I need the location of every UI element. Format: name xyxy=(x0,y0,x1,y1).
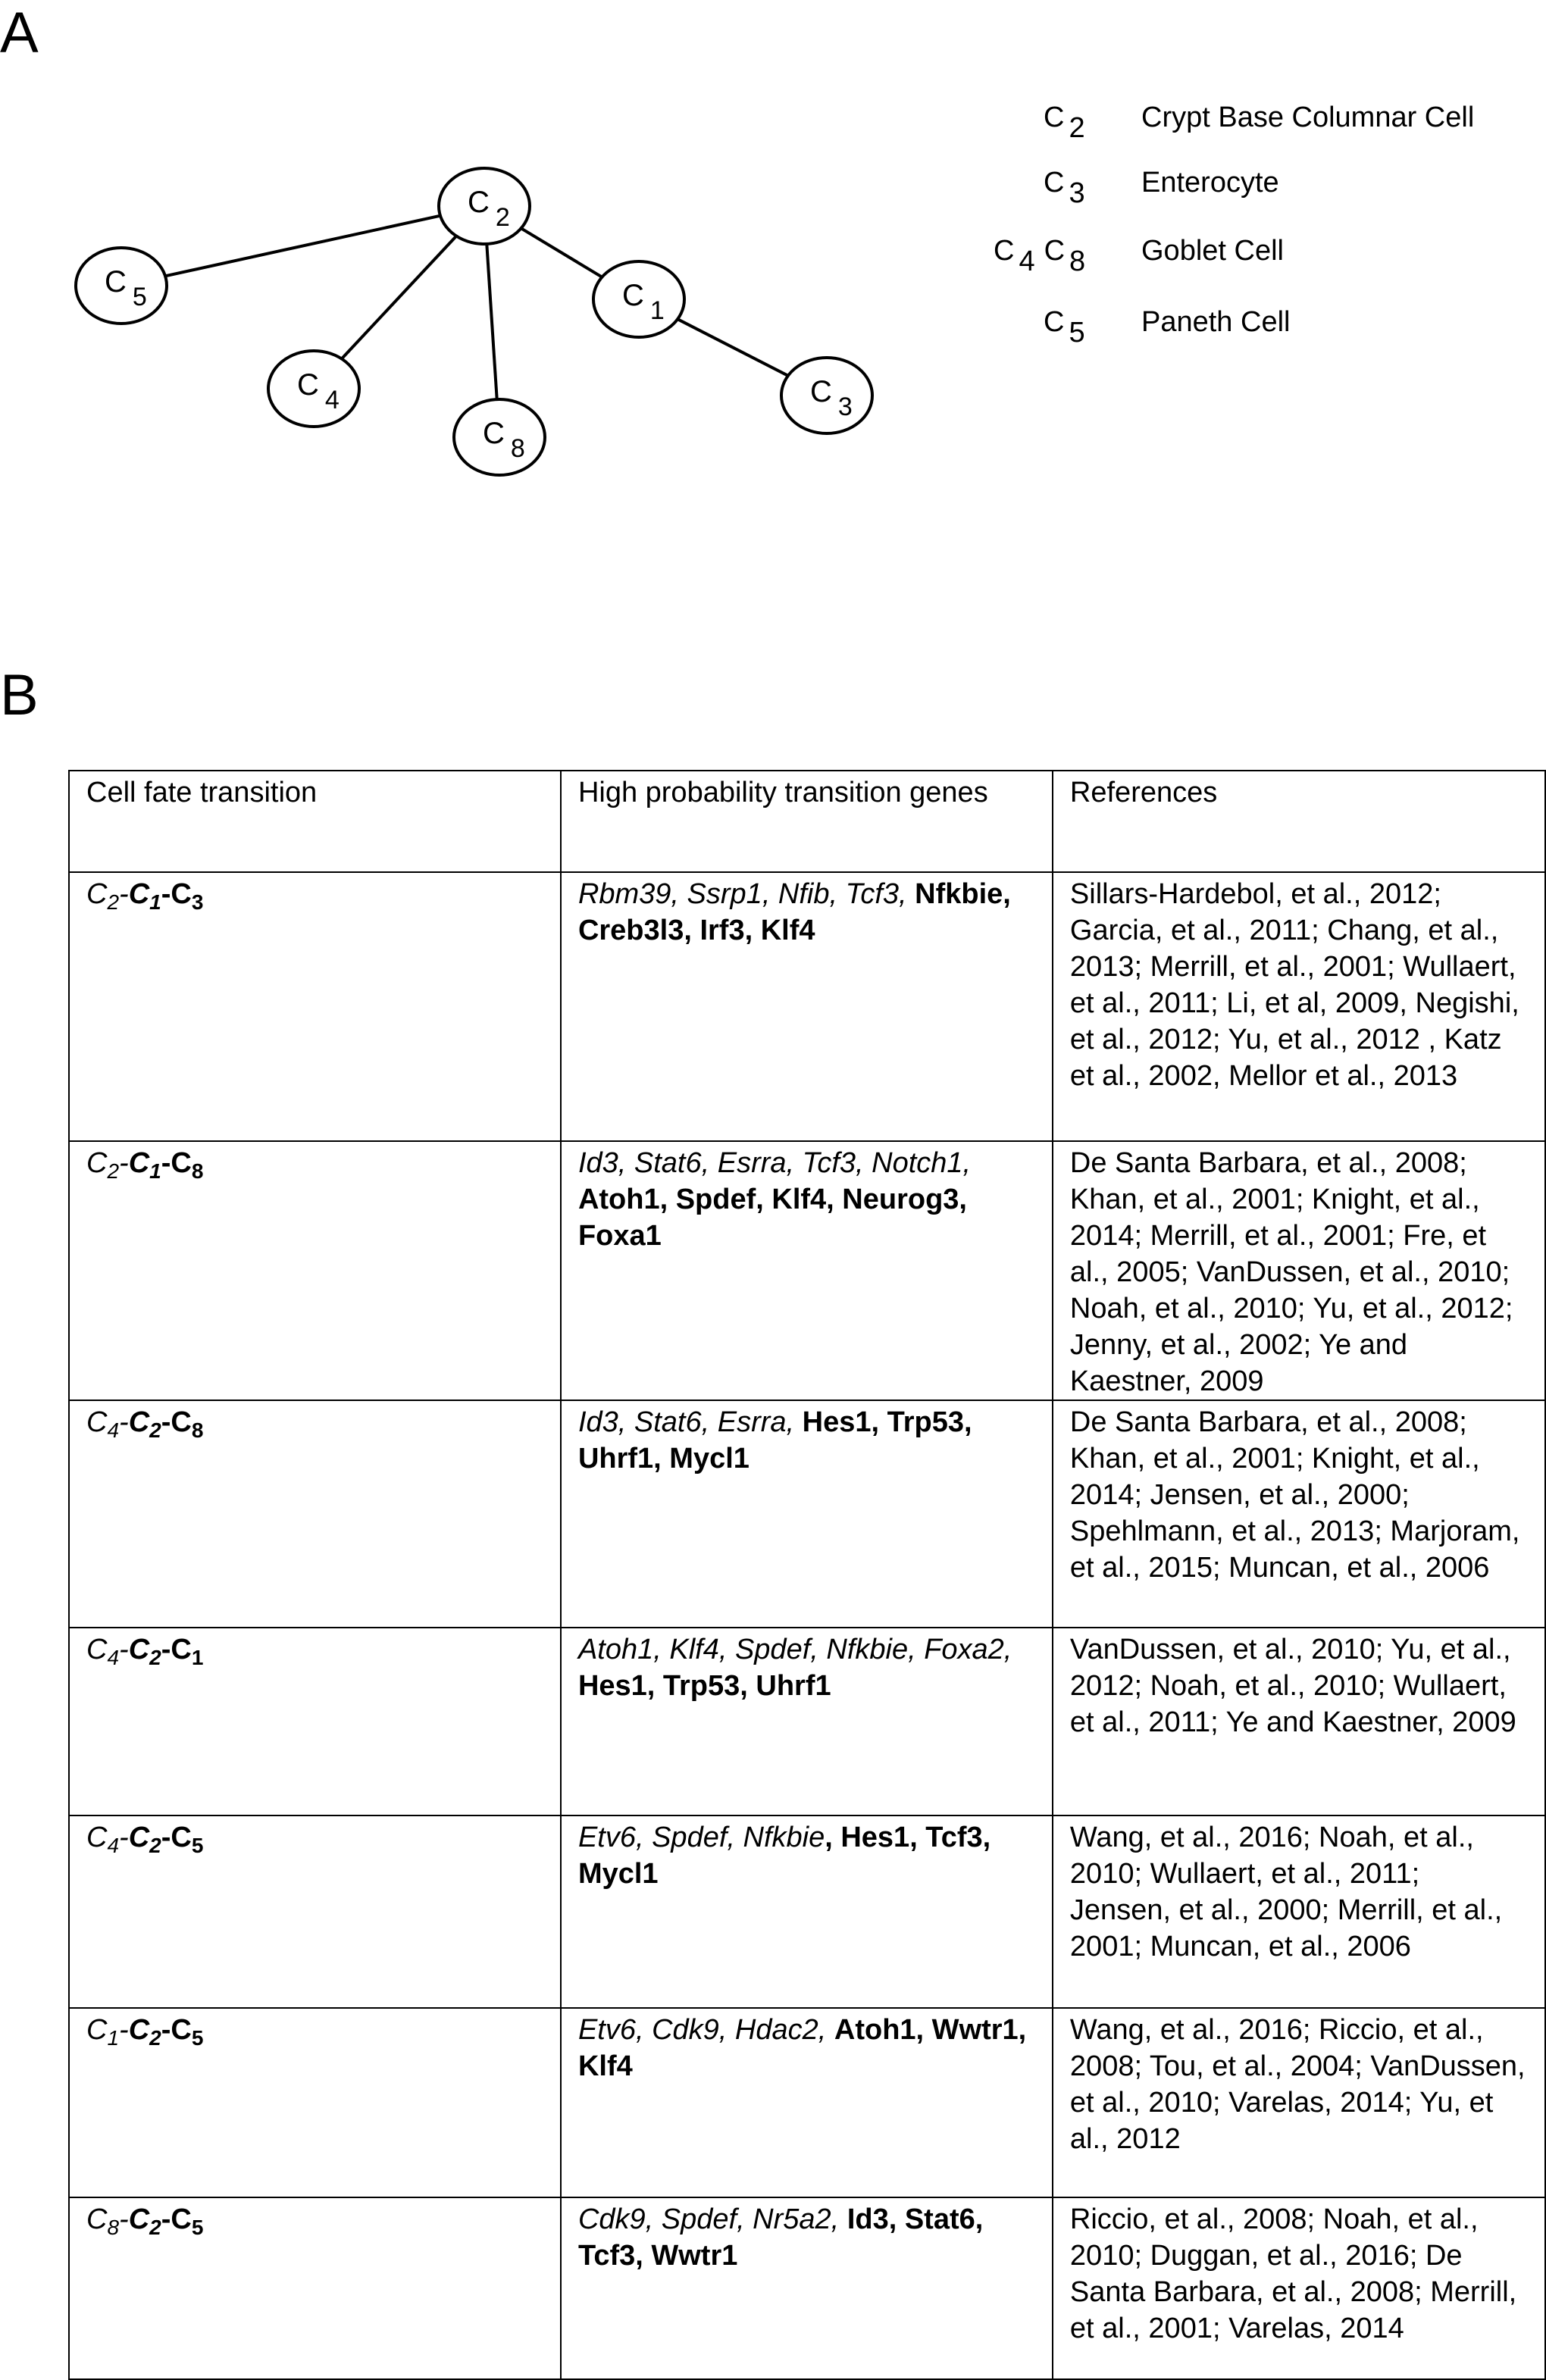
genes-bold: Hes1, Trp53, Uhrf1, Mycl1 xyxy=(577,1406,972,1475)
transition-part: - xyxy=(119,1406,129,1438)
cell-transition xyxy=(69,872,561,1141)
legend-description: Paneth Cell xyxy=(1141,306,1291,338)
transition-part: $C_5$ xyxy=(171,1822,204,1857)
cell-transition xyxy=(69,2008,561,2197)
cell-references: Riccio, et al., 2008; Noah, et al., 2010; Duggan, et al., 2016; De Santa Barbara, et al., 2008; Merrill, et al., 2001; Varelas, 2014 xyxy=(1053,2197,1545,2379)
transition-part: $C_1$ xyxy=(128,878,161,914)
cell-transition xyxy=(69,1141,561,1400)
panel-b-label: B xyxy=(0,663,39,727)
legend-symbol-part: C $_2$ xyxy=(1044,102,1085,144)
legend-symbol-part: C $_5$ xyxy=(1044,306,1085,349)
edge-c2-c1 xyxy=(521,228,602,277)
cell-genes xyxy=(561,1815,1053,2008)
cell-genes xyxy=(561,2008,1053,2197)
transition-part: - xyxy=(119,2203,129,2235)
edge-c2-c5 xyxy=(165,216,440,277)
genes-italic: Etv6, Cdk9, Hdac2, xyxy=(577,2014,827,2046)
table-row xyxy=(69,872,1545,1141)
transition-part: $C_2$ xyxy=(86,878,120,914)
legend-description: Goblet Cell xyxy=(1141,235,1284,267)
legend-symbol xyxy=(1044,102,1085,144)
cell-references: Wang, et al., 2016; Noah, et al., 2010; Wullaert, et al., 2011; Jensen, et al., 2000; Merrill, et al., 2001; Muncan, et al., 2006 xyxy=(1053,1815,1545,2008)
transition-part: $C_8$ xyxy=(171,1406,204,1442)
table-row xyxy=(69,1628,1545,1815)
transition-part: - xyxy=(161,1406,171,1438)
genes-italic: Etv6, Spdef, Nfkbie xyxy=(577,1822,825,1853)
transition-part: $C_4$ xyxy=(86,1634,120,1669)
transition-part: $C_2$ xyxy=(128,1406,161,1442)
node-label: C $_2$ xyxy=(468,186,510,232)
genes-bold: Atoh1, Wwtr1, Klf4 xyxy=(577,2014,1027,2082)
transition-part: $C_2$ xyxy=(86,1147,120,1183)
cell-genes xyxy=(561,2197,1053,2379)
transition-part: $C_4$ xyxy=(86,1822,120,1857)
transition-part: $C_8$ xyxy=(86,2203,120,2239)
genes-italic: Rbm39, Ssrp1, Nfib, Tcf3, xyxy=(577,878,907,910)
transition-part: $C_1$ xyxy=(128,1147,161,1183)
genes-bold: Atoh1, Spdef, Klf4, Neurog3, Foxa1 xyxy=(577,1184,967,1252)
transition-part: - xyxy=(161,2203,171,2235)
legend-symbol xyxy=(1044,167,1085,209)
cell-genes xyxy=(561,1141,1053,1400)
transition-part: $C_4$ xyxy=(86,1406,120,1442)
genes-bold: , Hes1, Tcf3, Mycl1 xyxy=(577,1822,991,1890)
edge-c1-c3 xyxy=(678,319,788,376)
legend-description: Enterocyte xyxy=(1141,167,1279,199)
transition-part: $C_2$ xyxy=(128,1822,161,1857)
lineage-tree xyxy=(0,0,940,515)
transition-part: $C_2$ xyxy=(128,2203,161,2239)
transition-part: - xyxy=(161,1147,171,1179)
genes-italic: Id3, Stat6, Esrra, Tcf3, Notch1, xyxy=(577,1147,972,1179)
genes-italic: Cdk9, Spdef, Nr5a2, xyxy=(577,2203,840,2235)
node-label: C $_3$ xyxy=(810,375,853,421)
table-row xyxy=(69,1400,1545,1628)
node-label: C $_1$ xyxy=(622,279,665,325)
edge-c2-c8 xyxy=(487,244,496,399)
node-label: C $_4$ xyxy=(297,368,340,414)
cell-genes xyxy=(561,872,1053,1141)
header-genes: High probability transition genes xyxy=(561,771,1053,872)
transition-part: - xyxy=(161,878,171,910)
transition-part: - xyxy=(161,2014,171,2046)
node-label: C $_5$ xyxy=(105,265,147,311)
cell-references: VanDussen, et al., 2010; Yu, et al., 2012; Noah, et al., 2010; Wullaert, et al., 2011; Ye and Kaestner, 2009 xyxy=(1053,1628,1545,1815)
transition-part: - xyxy=(119,1822,129,1853)
legend-symbol-part: C $_3$ xyxy=(1044,167,1085,209)
cell-references: Sillars-Hardebol, et al., 2012; Garcia, et al., 2011; Chang, et al., 2013; Merrill, et al., 2001; Wullaert, et al., 2011; Li, et al, 2009, Negishi, et al., 2012; Yu, et al., 2012 , Katz et al., 2002, Mellor et al., 2013 xyxy=(1053,872,1545,1141)
node-c5 xyxy=(76,248,167,324)
genes-italic: Id3, Stat6, Esrra, xyxy=(577,1406,795,1438)
cell-genes xyxy=(561,1628,1053,1815)
cell-references: De Santa Barbara, et al., 2008; Khan, et al., 2001; Knight, et al., 2014; Merrill, et al., 2001; Fre, et al., 2005; VanDussen, et al., 2010; Noah, et al., 2010; Yu, et al., 2012; Jenny, et al., 2002; Ye and Kaestner, 2009 xyxy=(1053,1141,1545,1400)
transition-part: - xyxy=(119,1147,129,1179)
transition-part: $C_5$ xyxy=(171,2014,204,2050)
node-label: C $_8$ xyxy=(483,417,525,463)
header-transition: Cell fate transition xyxy=(69,771,561,872)
table-row xyxy=(69,1141,1545,1400)
node-c3 xyxy=(781,358,872,433)
cell-transition xyxy=(69,2197,561,2379)
transition-part: $C_2$ xyxy=(128,1634,161,1669)
transition-part: - xyxy=(119,878,129,910)
transition-part: $C_1$ xyxy=(171,1634,204,1669)
panel-a-label: A xyxy=(0,1,39,65)
table-header-row xyxy=(69,771,1545,872)
legend-symbol-part: C $_4$ xyxy=(994,235,1035,277)
legend-description: Crypt Base Columnar Cell xyxy=(1141,102,1475,133)
edge-c2-c4 xyxy=(342,236,456,358)
legend-symbol xyxy=(994,235,1086,277)
cell-transition xyxy=(69,1815,561,2008)
node-c2 xyxy=(439,168,530,244)
transition-part: - xyxy=(161,1822,171,1853)
transition-part: - xyxy=(119,1634,129,1665)
legend-symbol xyxy=(1044,306,1085,349)
transition-part: - xyxy=(119,2014,129,2046)
genes-bold: Id3, Stat6, Tcf3, Wwtr1 xyxy=(577,2203,984,2272)
transition-part: $C_1$ xyxy=(86,2014,120,2050)
transition-part: $C_5$ xyxy=(171,2203,204,2239)
cell-references: Wang, et al., 2016; Riccio, et al., 2008; Tou, et al., 2004; VanDussen, et al., 2010; Varelas, 2014; Yu, et al., 2012 xyxy=(1053,2008,1545,2197)
transition-part: $C_3$ xyxy=(171,878,204,914)
cell-transition xyxy=(69,1400,561,1628)
header-references: References xyxy=(1053,771,1545,872)
genes-bold: Nfkbie, Creb3l3, Irf3, Klf4 xyxy=(577,878,1011,946)
cell-genes xyxy=(561,1400,1053,1628)
node-c1 xyxy=(593,261,684,337)
transition-part: $C_8$ xyxy=(171,1147,204,1183)
node-c4 xyxy=(268,351,359,427)
table-row xyxy=(69,2008,1545,2197)
table-row xyxy=(69,1815,1545,2008)
node-c8 xyxy=(454,399,545,475)
transition-part: - xyxy=(161,1634,171,1665)
transition-part: $C_2$ xyxy=(128,2014,161,2050)
genes-italic: Atoh1, Klf4, Spdef, Nfkbie, Foxa2, xyxy=(577,1634,1012,1665)
cell-references: De Santa Barbara, et al., 2008; Khan, et al., 2001; Knight, et al., 2014; Jensen, et al., 2000; Spehlmann, et al., 2013; Marjoram, et al., 2015; Muncan, et al., 2006 xyxy=(1053,1400,1545,1628)
cell-transition xyxy=(69,1628,561,1815)
transition-table xyxy=(68,770,1546,2380)
table-row xyxy=(69,2197,1545,2379)
genes-bold: Hes1, Trp53, Uhrf1 xyxy=(577,1670,831,1702)
legend-symbol-part: C $_8$ xyxy=(1044,235,1086,277)
